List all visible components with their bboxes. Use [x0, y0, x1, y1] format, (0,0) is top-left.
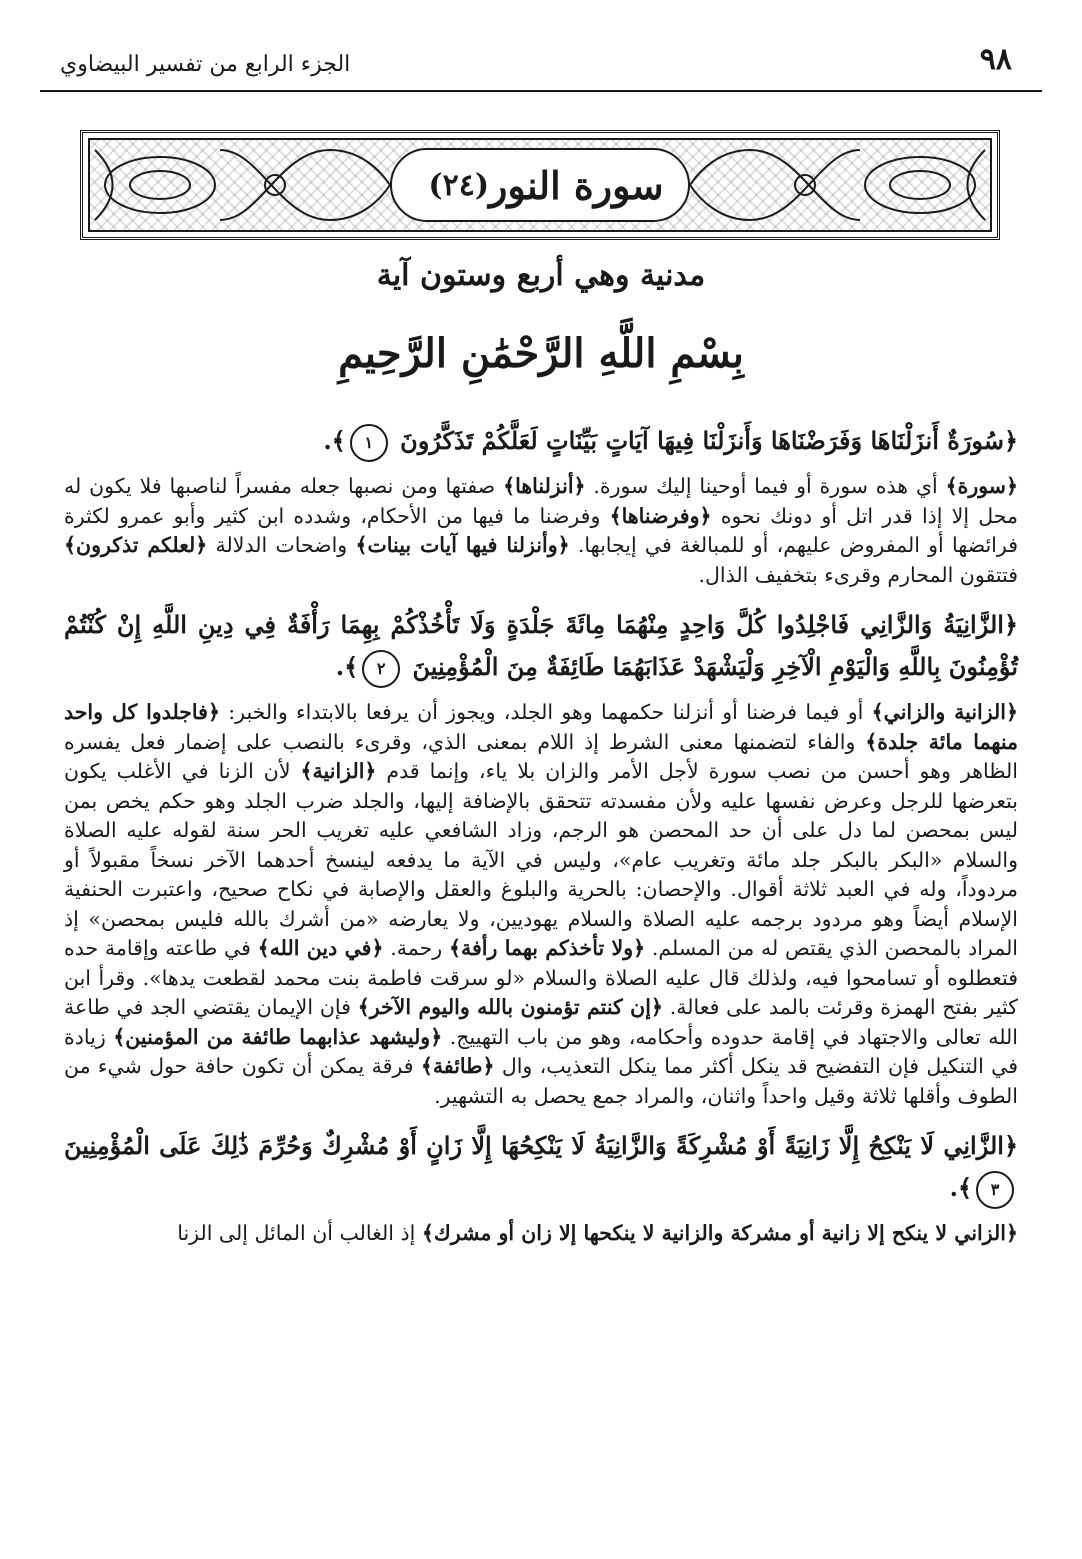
- revelation-info: مدنية وهي أربع وستون آية: [376, 258, 706, 293]
- commentary-text: فإن الإيمان يقتضي الجد في طاعة الله تعالى والاجتهاد في إقامة حدوده وأحكامه، وهو من باب التهييج.: [64, 995, 1018, 1049]
- commentary-text: في طاعته وإقامة حده فتعطلوه أو تسامحوا فيه، ولذلك قال عليه الصلاة والسلام «لو سرقت فاطمة بنت محمد لقطعت يدها». وقرأ ابن كثير بفتح الهمزة وقرئت بالمد على فعالة.: [64, 936, 1019, 1019]
- quoted-term: ﴿وليشهد عذابهما طائفة من المؤمنين﴾: [113, 1024, 443, 1049]
- quoted-term: ﴿الزاني لا ينكح إلا زانية أو مشركة والزانية لا ينكحها إلا زان أو مشرك﴾: [421, 1221, 1018, 1245]
- surah-title-cartouche: [390, 148, 690, 222]
- banner-frame: [88, 138, 992, 232]
- quoted-term: ﴿في دين الله﴾: [257, 936, 384, 960]
- tafsir-paragraph: [64, 1219, 1018, 1249]
- surah-banner: [80, 130, 1000, 240]
- commentary-text: والفاء لتضمنها معنى الشرط إذ اللام بمعنى الذي، وقرىء بالنصب على إضمار فعل يفسره الظاهر وهو أحسن من نصب سورة لأجل الأمر والزان بلا ياء، وإنما قدم: [64, 729, 1018, 783]
- commentary-text: إذ الغالب أن المائل إلى الزنا: [177, 1221, 422, 1245]
- ayah-number-marker: ٣: [976, 1171, 1014, 1209]
- quoted-term: ﴿وأنزلنا فيها آيات بينات﴾: [355, 533, 570, 557]
- basmala: بِسْمِ اللَّهِ الرَّحْمَٰنِ الرَّحِيمِ: [338, 330, 744, 377]
- commentary-text: واضحات الدلالة: [207, 533, 356, 557]
- quoted-term: ﴿سورة﴾: [945, 474, 1018, 498]
- quoted-term: ﴿إن كنتم تؤمنون بالله واليوم الآخر﴾: [357, 995, 663, 1019]
- surah-title: سورة النور: [489, 162, 664, 208]
- quoted-term: ﴿وفرضناها﴾: [609, 503, 712, 528]
- ayah-number-marker: ١: [350, 424, 388, 462]
- quoted-term: ﴿فاجلدوا كل واحد منهما مائة جلدة﴾: [64, 700, 1018, 754]
- commentary-text: لأن الزنا في الأغلب يكون بتعرضها للرجل وعرض نفسها عليه ولأن مفسدته تتحقق بالإضافة إليها، والجلد ضرب الجلد وهو حكم يخص بمن ليس بمحصن لما دل على أن حد المحصن هو الرجم، وزاد الشافعي عليه تغريب الحر سنة لقوله عليه الصلاة والسلام «البكر بالبكر جلد مائة وتغريب عام»، وليس في الآية ما يدفعه لينسخ أحدهما الآخر نسخاً مقبولاً أو مردوداً، وله في العبد ثلاثة أقوال. والإحصان: بالحرية والبلوغ والعقل والإصابة في نكاح صحيح، واعتبرت الحنفية الإسلام أيضاً وهو مردود برجمه عليه الصلاة والسلام يهوديين، ولا يعارضه «من أشرك بالله فليس بمحصن» إذ المراد بالمحصن الذي يقتص له من المسلم.: [64, 759, 1019, 960]
- quoted-term: ﴿أنزلناها﴾: [503, 474, 586, 498]
- commentary-text: صفتها ومن نصبها جعله مفسراً لناصبها فلا يكون له محل إلا إذا قدر اتل أو دونك نحوه: [64, 474, 1018, 528]
- quoted-term: ﴿ولا تأخذكم بهما رأفة﴾: [448, 936, 646, 960]
- quran-verse: ﴿الزَّانِيَةُ وَالزَّانِي فَاجْلِدُوا كُلَّ وَاحِدٍ مِنْهُمَا مِائَةَ جَلْدَةٍ وَلَا تَأْخُذْكُمْ بِهِمَا رَأْفَةٌ فِي دِينِ اللَّهِ إِنْ كُنْتُمْ تُؤْمِنُونَ بِاللَّهِ وَالْيَوْمِ الْآخِرِ وَلْيَشْهَدْ عَذَابَهُمَا طَائِفَةٌ مِنَ الْمُؤْمِنِينَ ٢﴾.: [64, 604, 1018, 688]
- page-header: [40, 40, 1042, 92]
- commentary-text: وفرضنا ما فيها من الأحكام، وشدده ابن كثير وأبو عمرو لكثرة فرائضها أو المفروض عليهم، أو للمبالغة في إيجابها.: [64, 503, 1018, 557]
- tafsir-paragraph: [64, 698, 1018, 1111]
- running-title: الجزء الرابع من تفسير البيضاوي: [60, 52, 351, 77]
- commentary-text: رحمة.: [383, 936, 449, 960]
- page-number: ٩٨: [979, 42, 1012, 77]
- commentary-text: فرقة يمكن أن تكون حافة حول شيء من الطوف وأقلها ثلاثة وقيل واحداً واثنان، والمراد جمع يحصل به التشهير.: [64, 1054, 1018, 1108]
- quoted-term: ﴿الزانية والزاني﴾: [871, 700, 1018, 724]
- quoted-term: ﴿الزانية﴾: [300, 759, 377, 783]
- quran-verse: ﴿سُورَةٌ أَنزَلْنَاهَا وَفَرَضْنَاهَا وَأَنزَلْنَا فِيهَا آيَاتٍ بَيِّنَاتٍ لَعَلَّكُمْ تَذَكَّرُونَ ١﴾.: [64, 420, 1018, 462]
- surah-number: (٢٤): [428, 167, 490, 203]
- ayah-number-marker: ٢: [362, 650, 400, 688]
- verse-text: الزَّانِيَةُ وَالزَّانِي فَاجْلِدُوا كُلَّ وَاحِدٍ مِنْهُمَا مِائَةَ جَلْدَةٍ وَلَا تَأْخُذْكُمْ بِهِمَا رَأْفَةٌ فِي دِينِ اللَّهِ إِنْ كُنْتُمْ تُؤْمِنُونَ بِاللَّهِ وَالْيَوْمِ الْآخِرِ وَلْيَشْهَدْ عَذَابَهُمَا طَائِفَةٌ مِنَ الْمُؤْمِنِينَ: [64, 610, 1018, 681]
- page-content: [64, 420, 1018, 1263]
- verse-text: سُورَةٌ أَنزَلْنَاهَا وَفَرَضْنَاهَا وَأَنزَلْنَا فِيهَا آيَاتٍ بَيِّنَاتٍ لَعَلَّكُمْ تَذَكَّرُونَ: [400, 426, 1004, 455]
- tafsir-paragraph: [64, 472, 1018, 590]
- commentary-text: أي هذه سورة أو فيما أوحينا إليك سورة.: [585, 474, 946, 498]
- quoted-term: ﴿لعلكم تذكرون﴾: [64, 533, 208, 557]
- arabesque-ornament-right: [690, 140, 990, 230]
- quran-verse: ﴿الزَّانِي لَا يَنْكِحُ إِلَّا زَانِيَةً أَوْ مُشْرِكَةً وَالزَّانِيَةُ لَا يَنْكِحُهَا إِلَّا زَانٍ أَوْ مُشْرِكٌ وَحُرِّمَ ذَٰلِكَ عَلَى الْمُؤْمِنِينَ ٣﴾.: [64, 1125, 1018, 1209]
- commentary-text: أو فيما فرضنا أو أنزلنا حكمهما وهو الجلد، ويجوز أن يرفعا بالابتداء والخبر:: [219, 700, 872, 724]
- arabesque-ornament-left: [90, 140, 390, 230]
- verse-text: الزَّانِي لَا يَنْكِحُ إِلَّا زَانِيَةً أَوْ مُشْرِكَةً وَالزَّانِيَةُ لَا يَنْكِحُهَا إِلَّا زَانٍ أَوْ مُشْرِكٌ وَحُرِّمَ ذَٰلِكَ عَلَى الْمُؤْمِنِينَ: [64, 1131, 1004, 1160]
- commentary-text: فتتقون المحارم وقرىء بتخفيف الذال.: [698, 562, 1018, 587]
- commentary-text: زيادة في التنكيل فإن التفضيح قد ينكل أكثر مما ينكل التعذيب، وال: [64, 1024, 1018, 1078]
- quoted-term: ﴿طائفة﴾: [420, 1054, 495, 1078]
